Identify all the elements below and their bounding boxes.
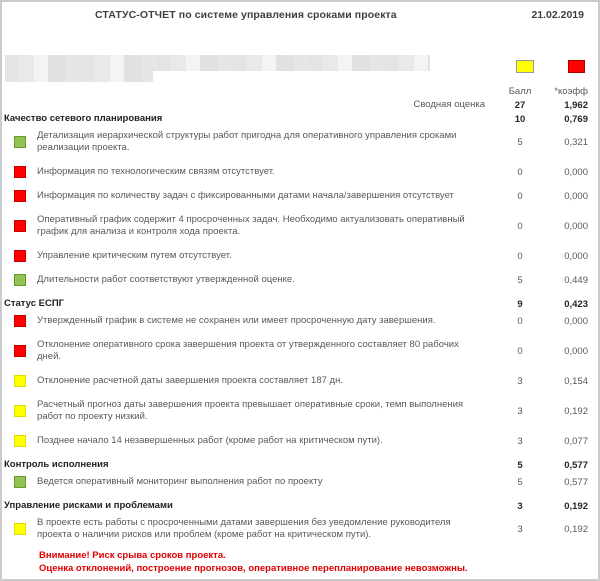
criterion-row xyxy=(2,375,598,387)
criterion-coef: 0,000 xyxy=(564,190,588,202)
status-square-icon xyxy=(14,220,26,232)
section-score: 5 xyxy=(517,459,523,471)
criterion-coef: 0,449 xyxy=(564,274,588,286)
col-header-score: Балл xyxy=(508,86,532,97)
criterion-score: 5 xyxy=(517,136,523,148)
report-body xyxy=(2,2,598,541)
section-score: 3 xyxy=(517,500,523,512)
criterion-row xyxy=(2,130,598,154)
criterion-coef: 0,321 xyxy=(564,136,588,148)
warning-message xyxy=(39,550,578,575)
criterion-score: 3 xyxy=(517,523,523,535)
criterion-coef: 0,000 xyxy=(564,220,588,232)
sections-container xyxy=(2,113,598,541)
criterion-coef: 0,192 xyxy=(564,405,588,417)
criterion-text: В проекте есть работы с просроченными датами завершения без уведомление руководителя проекта о наличии рисков или проблем (кроме работ на критическом пути). xyxy=(37,517,451,540)
criterion-score: 5 xyxy=(517,476,523,488)
criterion-score: 0 xyxy=(517,345,523,357)
criterion-text: Оперативный график содержит 4 просроченных задач. Необходимо актуализовать оперативный график для анализа и контроля хода проекта. xyxy=(37,214,465,237)
criterion-text: Длительности работ соответствуют утвержденной оценке. xyxy=(37,274,295,285)
status-square-icon xyxy=(14,190,26,202)
section-header-row xyxy=(2,113,598,125)
criterion-score: 0 xyxy=(517,190,523,202)
criterion-row xyxy=(2,190,598,202)
status-square-icon xyxy=(14,523,26,535)
criterion-score: 3 xyxy=(517,435,523,447)
criterion-row xyxy=(2,399,598,423)
criterion-row xyxy=(2,517,598,541)
section-header-row xyxy=(2,459,598,471)
summary-coef: 1,962 xyxy=(564,99,588,111)
section-header-row xyxy=(2,298,598,310)
criterion-text: Ведется оперативный мониторинг выполнения работ по проекту xyxy=(37,476,323,487)
criterion-text: Управление критическим путем отсутствует. xyxy=(37,250,232,261)
criterion-coef: 0,000 xyxy=(564,250,588,262)
warning-line-2: Оценка отклонений, построение прогнозов, оперативное перепланирование невозможны. xyxy=(39,562,468,574)
criterion-score: 0 xyxy=(517,220,523,232)
criterion-text: Информация по количеству задач с фиксированными датами начала/завершения отсутствует xyxy=(37,190,454,201)
summary-label: Сводная оценка xyxy=(413,99,485,110)
redacted-project-code xyxy=(5,71,153,82)
criterion-row xyxy=(2,476,598,488)
criterion-row xyxy=(2,315,598,327)
section-score: 9 xyxy=(517,298,523,310)
section-score: 10 xyxy=(514,113,526,125)
criterion-row xyxy=(2,274,598,286)
section-coef: 0,192 xyxy=(564,500,588,512)
criterion-text: Позднее начало 14 незавершенных работ (кроме работ на критическом пути). xyxy=(37,435,383,446)
criterion-score: 3 xyxy=(517,405,523,417)
section-title: Статус ЕСПГ xyxy=(4,298,65,309)
criterion-coef: 0,000 xyxy=(564,345,588,357)
report-title: СТАТУС-ОТЧЕТ по системе управления сроками проекта xyxy=(95,9,397,21)
criterion-text: Расчетный прогноз даты завершения проекта превышает оперативные сроки, темп выполнения работ по проекту низкий. xyxy=(37,399,464,422)
section-coef: 0,423 xyxy=(564,298,588,310)
criterion-row xyxy=(2,339,598,363)
criterion-coef: 0,000 xyxy=(564,166,588,178)
section-coef: 0,769 xyxy=(564,113,588,125)
criterion-row xyxy=(2,250,598,262)
legend-yellow-swatch xyxy=(516,60,534,73)
section-title: Управление рисками и проблемами xyxy=(4,500,173,511)
criterion-text: Отклонение оперативного срока завершения проекта от утвержденного составляет 80 рабочих дней. xyxy=(37,339,459,362)
status-square-icon xyxy=(14,250,26,262)
status-square-icon xyxy=(14,274,26,286)
criterion-coef: 0,154 xyxy=(564,375,588,387)
criterion-score: 0 xyxy=(517,250,523,262)
status-square-icon xyxy=(14,166,26,178)
status-square-icon xyxy=(14,345,26,357)
report-date: 21.02.2019 xyxy=(531,9,584,21)
criterion-score: 0 xyxy=(517,166,523,178)
section-title: Качество сетевого планирования xyxy=(4,113,163,124)
section-header-row xyxy=(2,500,598,512)
legend-red-swatch xyxy=(568,60,585,73)
column-header-row xyxy=(2,86,598,98)
status-square-icon xyxy=(14,136,26,148)
status-square-icon xyxy=(14,405,26,417)
status-square-icon xyxy=(14,315,26,327)
criterion-text: Отклонение расчетной даты завершения проекта составляет 187 дн. xyxy=(37,375,343,386)
criterion-text: Утвержденный график в системе не сохранен или имеет просроченную дату завершения. xyxy=(37,315,436,326)
criterion-text: Информация по технологическим связям отсутствует. xyxy=(37,166,275,177)
criterion-row xyxy=(2,435,598,447)
criterion-text: Детализация иерархической структуры работ пригодна для оперативного управления сроками реализации проекта. xyxy=(37,130,457,153)
status-square-icon xyxy=(14,375,26,387)
criterion-row xyxy=(2,214,598,238)
summary-row xyxy=(2,99,598,111)
warning-line-1: Внимание! Риск срыва сроков проекта. xyxy=(39,550,226,561)
section-title: Контроль исполнения xyxy=(4,459,109,470)
criterion-coef: 0,077 xyxy=(564,435,588,447)
status-square-icon xyxy=(14,435,26,447)
col-header-coef: *коэфф xyxy=(554,86,588,97)
criterion-score: 3 xyxy=(517,375,523,387)
section-coef: 0,577 xyxy=(564,459,588,471)
criterion-row xyxy=(2,166,598,178)
redacted-project-name xyxy=(5,55,430,71)
status-square-icon xyxy=(14,476,26,488)
criterion-coef: 0,000 xyxy=(564,315,588,327)
criterion-score: 5 xyxy=(517,274,523,286)
criterion-coef: 0,192 xyxy=(564,523,588,535)
summary-score: 27 xyxy=(514,99,526,111)
criterion-score: 0 xyxy=(517,315,523,327)
criterion-coef: 0,577 xyxy=(564,476,588,488)
